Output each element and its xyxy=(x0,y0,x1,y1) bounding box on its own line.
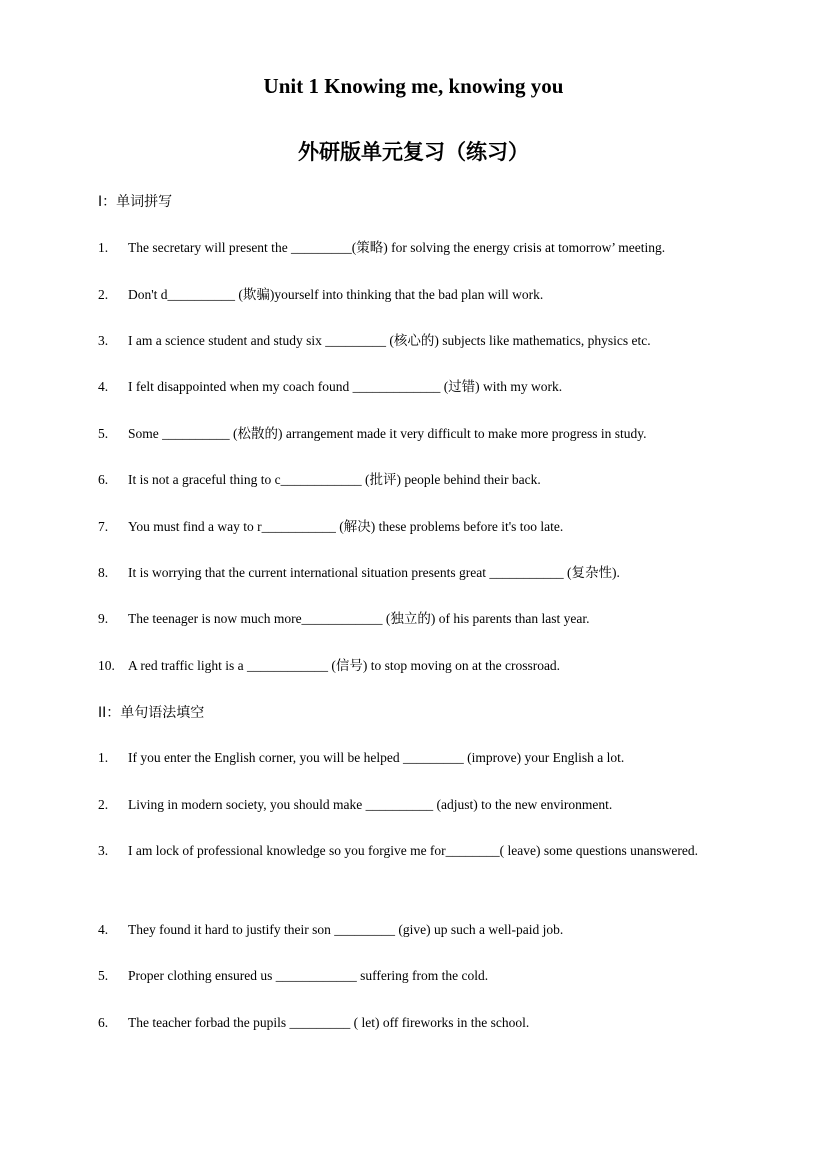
question-number: 9. xyxy=(98,611,109,626)
question-number: 6. xyxy=(98,472,109,487)
question-text: The teenager is now much more____________ (独立的) of his parents than last year. xyxy=(128,611,590,626)
question-number: 5. xyxy=(98,426,109,441)
question-number: 6. xyxy=(98,1015,109,1030)
question-number: 7. xyxy=(98,519,109,534)
question-text: I felt disappointed when my coach found _____________ (过错) with my work. xyxy=(128,379,563,394)
question-text: You must find a way to r___________ (解决) these problems before it's too late. xyxy=(128,519,564,534)
question-text: Don't d__________ (欺骗)yourself into thinking that the bad plan will work. xyxy=(128,287,544,302)
question-number: 2. xyxy=(98,287,109,302)
question-number: 1. xyxy=(98,240,109,255)
section-heading-spelling: I：单词拼写 xyxy=(98,194,173,210)
question-text: They found it hard to justify their son _________ (give) up such a well-paid job. xyxy=(128,922,564,937)
question-number: 4. xyxy=(98,379,109,394)
question-text: Proper clothing ensured us ____________ suffering from the cold. xyxy=(128,968,489,983)
question-number: 4. xyxy=(98,922,109,937)
section-heading-grammar: II：单句语法填空 xyxy=(98,705,205,721)
question-number: 3. xyxy=(98,843,109,858)
question-text: It is not a graceful thing to c____________ (批评) people behind their back. xyxy=(128,472,541,487)
question-text: I am a science student and study six _________ (核心的) subjects like mathematics, physics etc. xyxy=(128,333,651,348)
question-text: Living in modern society, you should make __________ (adjust) to the new environment. xyxy=(128,797,613,812)
question-number: 2. xyxy=(98,797,109,812)
question-number: 3. xyxy=(98,333,109,348)
question-text: Some __________ (松散的) arrangement made it very difficult to make more progress in study. xyxy=(128,426,647,441)
question-text: I am lock of professional knowledge so you forgive me for________( leave) some questions unanswered. xyxy=(128,843,698,858)
question-text: The secretary will present the _________(策略) for solving the energy crisis at tomorrow’ meeting. xyxy=(128,240,666,255)
question-number: 8. xyxy=(98,565,109,580)
question-text: The teacher forbad the pupils _________ ( let) off fireworks in the school. xyxy=(128,1015,530,1030)
question-number: 10. xyxy=(98,658,115,673)
question-text: If you enter the English corner, you will be helped _________ (improve) your English a lot. xyxy=(128,750,625,765)
question-number: 1. xyxy=(98,750,109,765)
question-text: It is worrying that the current international situation presents great ___________ (复杂性). xyxy=(128,565,620,580)
page-title: Unit 1 Knowing me, knowing you xyxy=(263,74,564,98)
question-text: A red traffic light is a ____________ (信号) to stop moving on at the crossroad. xyxy=(128,658,561,673)
page-subtitle: 外研版单元复习（练习） xyxy=(298,139,529,164)
question-number: 5. xyxy=(98,968,109,983)
